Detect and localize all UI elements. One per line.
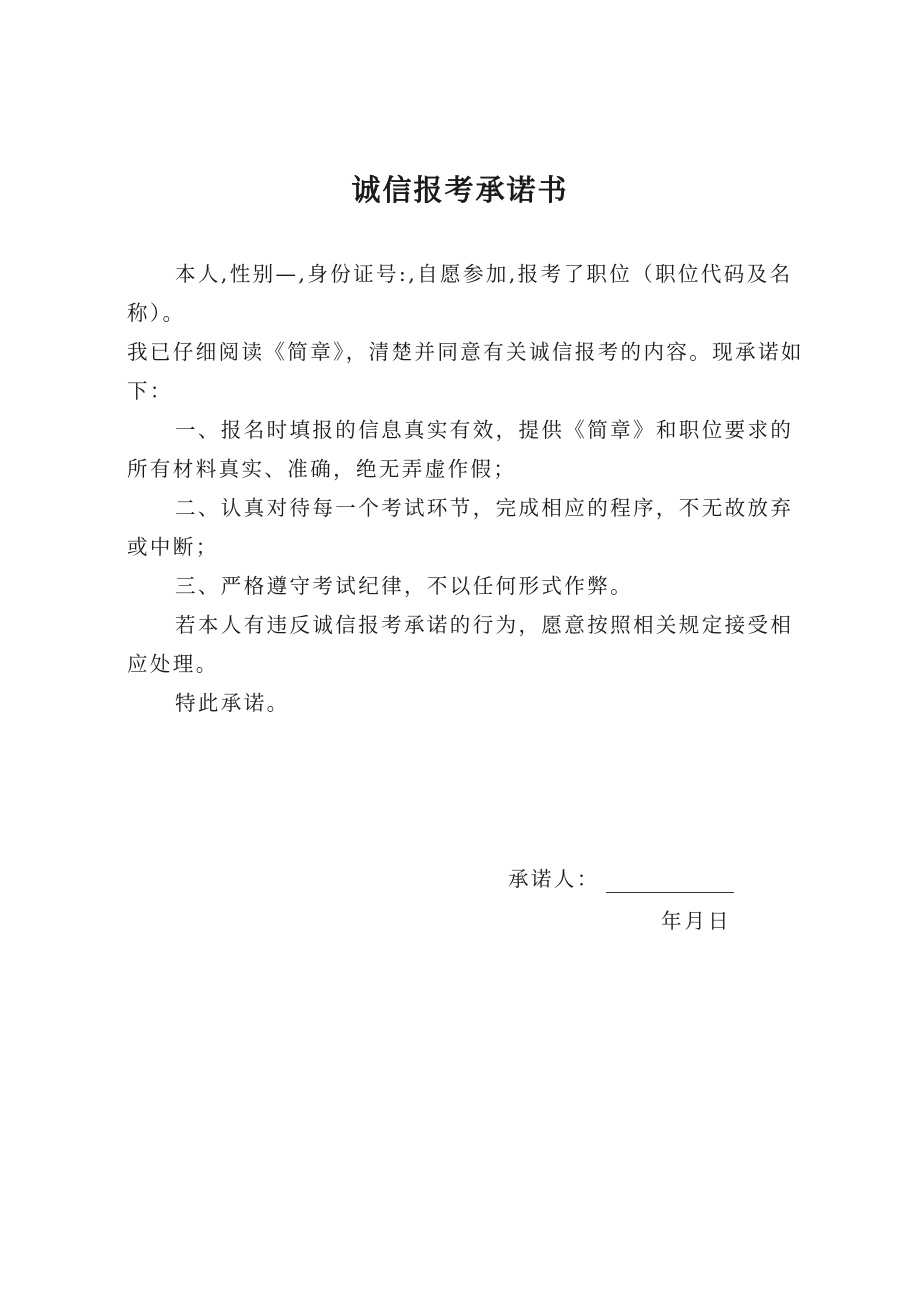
paragraph-read-statement: 我已仔细阅读《简章》，清楚并同意有关诚信报考的内容。现承诺如下： <box>127 340 804 403</box>
paragraph-promise-2: 二、认真对待每一个考试环节，完成相应的程序，不无故放弃或中断； <box>127 496 794 559</box>
date-line: 年月日 <box>661 909 732 933</box>
paragraph-promise-1: 一、报名时填报的信息真实有效，提供《简章》和职位要求的所有材料真实、准确，绝无弄虚作假； <box>127 418 794 481</box>
paragraph-personal-info: 本人,性别—,身份证号:,自愿参加,报考了职位（职位代码及名称）。 <box>127 262 793 325</box>
document-title: 诚信报考承诺书 <box>351 173 569 207</box>
signature-line[interactable] <box>606 868 734 893</box>
paragraph-violation: 若本人有违反诚信报考承诺的行为，愿意按照相关规定接受相应处理。 <box>127 613 794 676</box>
document-body <box>127 255 807 723</box>
signature-row <box>508 862 734 896</box>
signature-label: 承诺人： <box>508 867 600 891</box>
paragraph-promise-3: 三、严格遵守考试纪律，不以任何形式作弊。 <box>175 574 633 598</box>
paragraph-closing: 特此承诺。 <box>175 691 290 715</box>
